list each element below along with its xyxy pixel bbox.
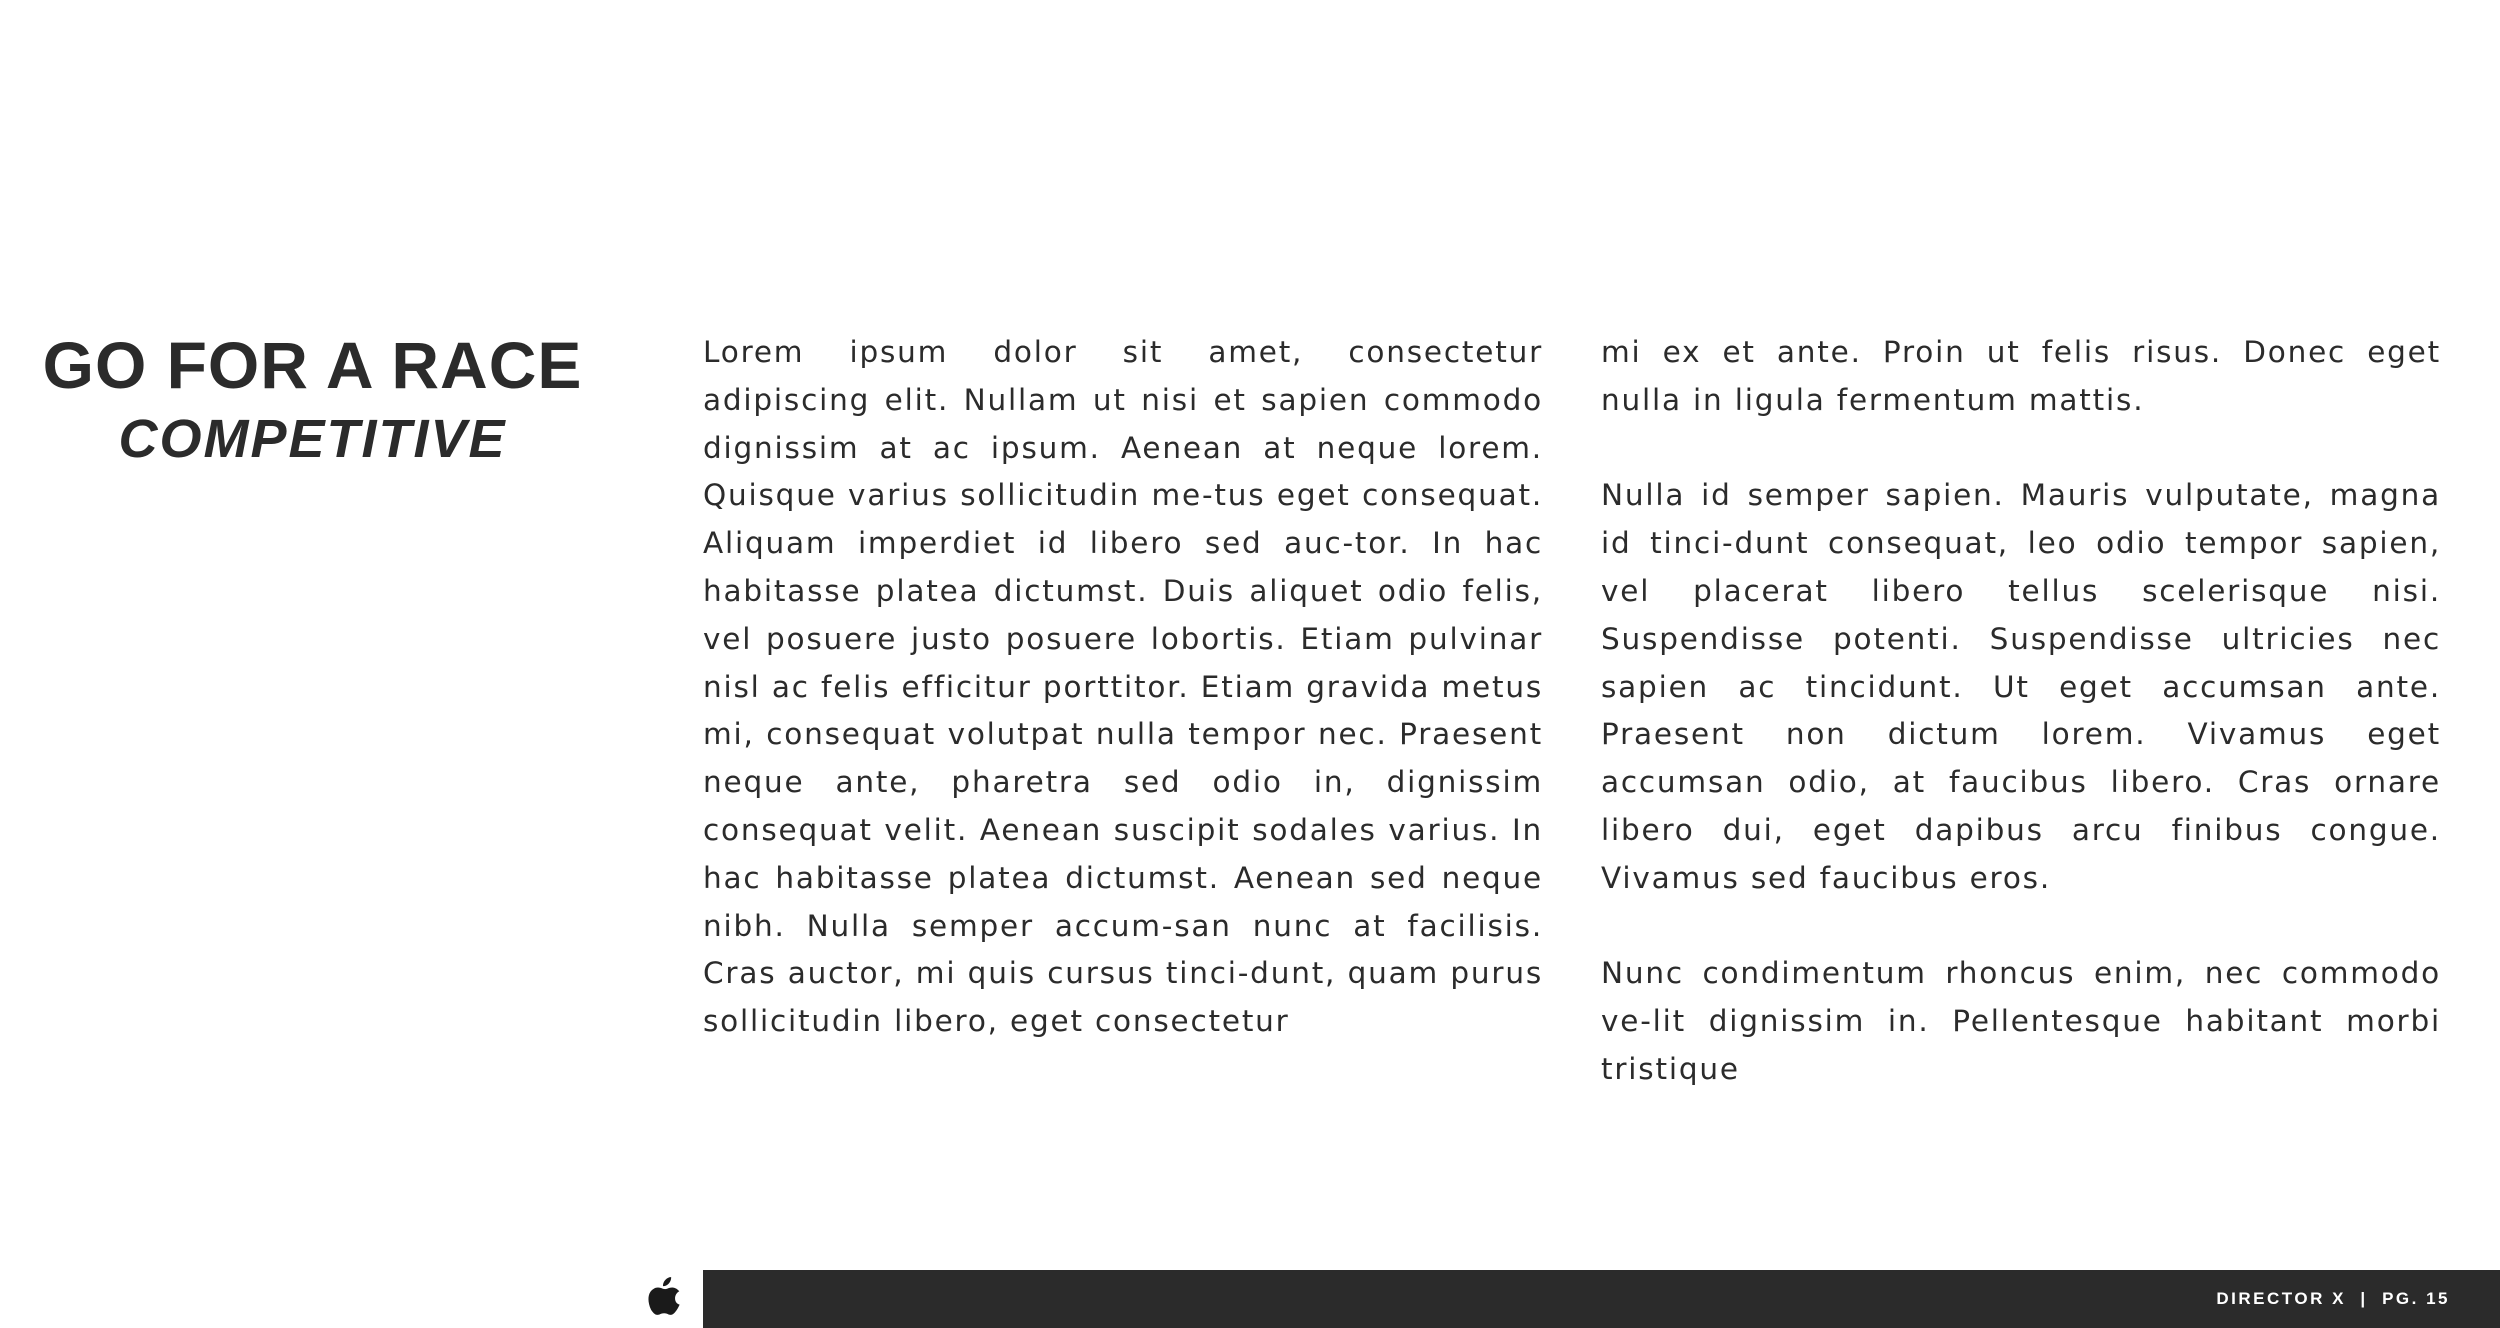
- paragraph: Lorem ipsum dolor sit amet, consectetur adipiscing elit. Nullam ut nisi et sapien commodo dignissim at ac ipsum. Aenean at neque lorem. Quisque varius sollicitudin me-tus eget consequat. Aliquam imperdiet id libero sed auc-tor. In hac habitasse platea dictumst. Duis aliquet odio felis, vel posuere justo posuere lobortis. Etiam pulvinar nisl ac felis efficitur porttitor. Etiam gravida metus mi, consequat volutpat nulla tempor nec. Praesent neque ante, pharetra sed odio in, dignissim consequat velit. Aenean suscipit sodales varius. In hac habitasse platea dictumst. Aenean sed neque nibh. Nulla semper accum-san nunc at facilisis. Cras auctor, mi quis cursus tinci-dunt, quam purus sollicitudin libero, eget consectetur: [703, 335, 1543, 1039]
- body-column-left: [703, 329, 1543, 1046]
- paragraph: Nulla id semper sapien. Mauris vulputate, magna id tinci-dunt consequat, leo odio tempor sapien, vel placerat libero tellus scelerisque nisi. Suspendisse potenti. Suspendisse ultricies nec sapien ac tincidunt. Ut eget accumsan ante. Praesent non dictum lorem. Vivamus eget accumsan odio, at faucibus libero. Cras ornare libero dui, eget dapibus arcu finibus congue. Vivamus sed faucibus eros.: [1601, 478, 2441, 895]
- paragraph: mi ex et ante. Proin ut felis risus. Donec eget nulla in ligula fermentum mattis.: [1601, 335, 2441, 417]
- paragraph: Nunc condimentum rhoncus enim, nec commodo ve-lit dignissim in. Pellentesque habitant morbi tristique: [1601, 956, 2441, 1086]
- heading-block: [40, 325, 585, 473]
- page-title: GO FOR A RACE: [42, 328, 583, 402]
- footer-page-label: DIRECTOR X | PG. 15: [2216, 1289, 2450, 1308]
- body-column-right: [1601, 329, 2441, 1094]
- apple-logo-icon: [648, 1276, 682, 1316]
- footer-bar: [703, 1270, 2500, 1328]
- page-subtitle: COMPETITIVE: [118, 409, 507, 469]
